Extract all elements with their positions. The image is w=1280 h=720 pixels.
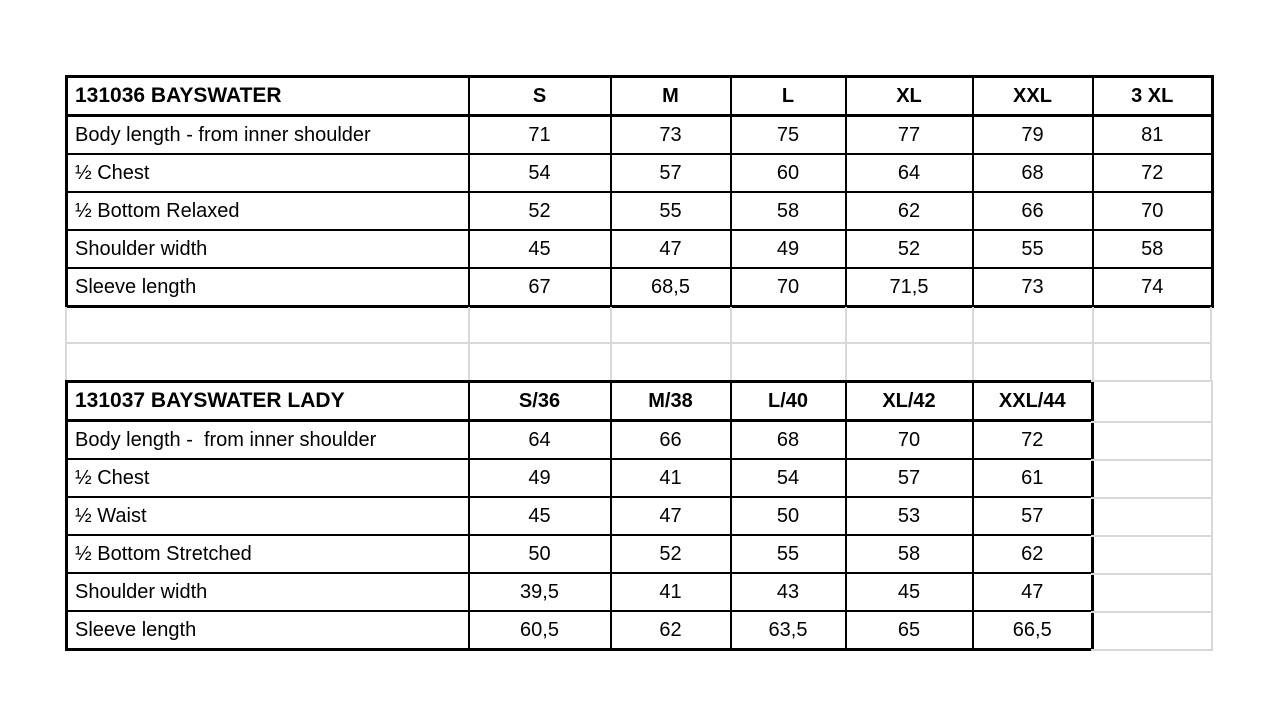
value-cell: 77 (846, 116, 973, 155)
value-cell: 47 (611, 497, 731, 535)
table-row (67, 192, 1213, 230)
value-cell: 50 (469, 535, 611, 573)
value-cell: 49 (731, 230, 846, 268)
value-cell: 54 (731, 459, 846, 497)
size-header-cell: L/40 (731, 382, 846, 421)
row-label-cell: ½ Waist (67, 497, 469, 535)
gridline (1091, 535, 1213, 537)
row-label-cell: Sleeve length (67, 611, 469, 650)
value-cell: 55 (611, 192, 731, 230)
spreadsheet-gridlines-right (1091, 380, 1213, 652)
value-cell: 68 (731, 421, 846, 460)
value-cell: 41 (611, 459, 731, 497)
value-cell: 73 (973, 268, 1093, 307)
gridline (65, 342, 1212, 344)
table-row (67, 116, 1213, 155)
value-cell: 70 (731, 268, 846, 307)
value-cell: 61 (973, 459, 1093, 497)
size-table-bayswater (65, 75, 1214, 308)
value-cell: 58 (1093, 230, 1213, 268)
row-label-cell: Body length - from inner shoulder (67, 116, 469, 155)
row-label-cell: ½ Bottom Relaxed (67, 192, 469, 230)
size-header-cell: XL (846, 77, 973, 116)
value-cell: 68,5 (611, 268, 731, 307)
value-cell: 66,5 (973, 611, 1093, 650)
value-cell: 81 (1093, 116, 1213, 155)
row-label-cell: Shoulder width (67, 230, 469, 268)
size-table-bayswater-lady (65, 380, 1094, 651)
value-cell: 50 (731, 497, 846, 535)
value-cell: 52 (611, 535, 731, 573)
value-cell: 75 (731, 116, 846, 155)
table-row (67, 573, 1093, 611)
table-row (67, 497, 1093, 535)
value-cell: 43 (731, 573, 846, 611)
value-cell: 71 (469, 116, 611, 155)
table-row (67, 459, 1093, 497)
value-cell: 54 (469, 154, 611, 192)
table-row (67, 268, 1213, 307)
value-cell: 74 (1093, 268, 1213, 307)
value-cell: 70 (1093, 192, 1213, 230)
value-cell: 67 (469, 268, 611, 307)
value-cell: 55 (731, 535, 846, 573)
value-cell: 72 (1093, 154, 1213, 192)
row-label-cell: Sleeve length (67, 268, 469, 307)
value-cell: 53 (846, 497, 973, 535)
gridline (1091, 573, 1213, 575)
gridline (1091, 421, 1213, 423)
size-header-cell: 3 XL (1093, 77, 1213, 116)
value-cell: 47 (973, 573, 1093, 611)
value-cell: 64 (846, 154, 973, 192)
value-cell: 60,5 (469, 611, 611, 650)
size-header-cell: L (731, 77, 846, 116)
value-cell: 45 (469, 497, 611, 535)
value-cell: 62 (846, 192, 973, 230)
row-label-cell: Shoulder width (67, 573, 469, 611)
value-cell: 58 (846, 535, 973, 573)
value-cell: 41 (611, 573, 731, 611)
gridline (1091, 497, 1213, 499)
table-row (67, 611, 1093, 650)
value-cell: 72 (973, 421, 1093, 460)
value-cell: 49 (469, 459, 611, 497)
gridline (1091, 611, 1213, 613)
size-header-cell: S/36 (469, 382, 611, 421)
value-cell: 47 (611, 230, 731, 268)
size-header-cell: M/38 (611, 382, 731, 421)
gridline (1211, 380, 1213, 651)
value-cell: 66 (973, 192, 1093, 230)
table-title-cell: 131037 BAYSWATER LADY (67, 382, 469, 421)
value-cell: 70 (846, 421, 973, 460)
value-cell: 62 (973, 535, 1093, 573)
value-cell: 58 (731, 192, 846, 230)
header-row (67, 77, 1213, 116)
table-row (67, 535, 1093, 573)
size-header-cell: S (469, 77, 611, 116)
row-label-cell: Body length - from inner shoulder (67, 421, 469, 460)
value-cell: 57 (973, 497, 1093, 535)
value-cell: 45 (469, 230, 611, 268)
value-cell: 39,5 (469, 573, 611, 611)
row-label-cell: ½ Chest (67, 459, 469, 497)
value-cell: 62 (611, 611, 731, 650)
value-cell: 65 (846, 611, 973, 650)
value-cell: 73 (611, 116, 731, 155)
size-header-cell: M (611, 77, 731, 116)
gridline (1091, 459, 1213, 461)
size-header-cell: XXL (973, 77, 1093, 116)
header-row (67, 382, 1093, 421)
size-header-cell: XL/42 (846, 382, 973, 421)
value-cell: 57 (846, 459, 973, 497)
row-label-cell: ½ Chest (67, 154, 469, 192)
value-cell: 45 (846, 573, 973, 611)
value-cell: 68 (973, 154, 1093, 192)
spreadsheet-gridlines-gap (65, 307, 1212, 380)
value-cell: 79 (973, 116, 1093, 155)
table-title-cell: 131036 BAYSWATER (67, 77, 469, 116)
table-row (67, 154, 1213, 192)
row-label-cell: ½ Bottom Stretched (67, 535, 469, 573)
value-cell: 64 (469, 421, 611, 460)
value-cell: 71,5 (846, 268, 973, 307)
table-row (67, 421, 1093, 460)
value-cell: 55 (973, 230, 1093, 268)
value-cell: 66 (611, 421, 731, 460)
gridline (1091, 380, 1213, 382)
value-cell: 52 (469, 192, 611, 230)
value-cell: 57 (611, 154, 731, 192)
value-cell: 52 (846, 230, 973, 268)
size-header-cell: XXL/44 (973, 382, 1093, 421)
value-cell: 60 (731, 154, 846, 192)
gridline (1091, 649, 1213, 651)
value-cell: 63,5 (731, 611, 846, 650)
table-row (67, 230, 1213, 268)
